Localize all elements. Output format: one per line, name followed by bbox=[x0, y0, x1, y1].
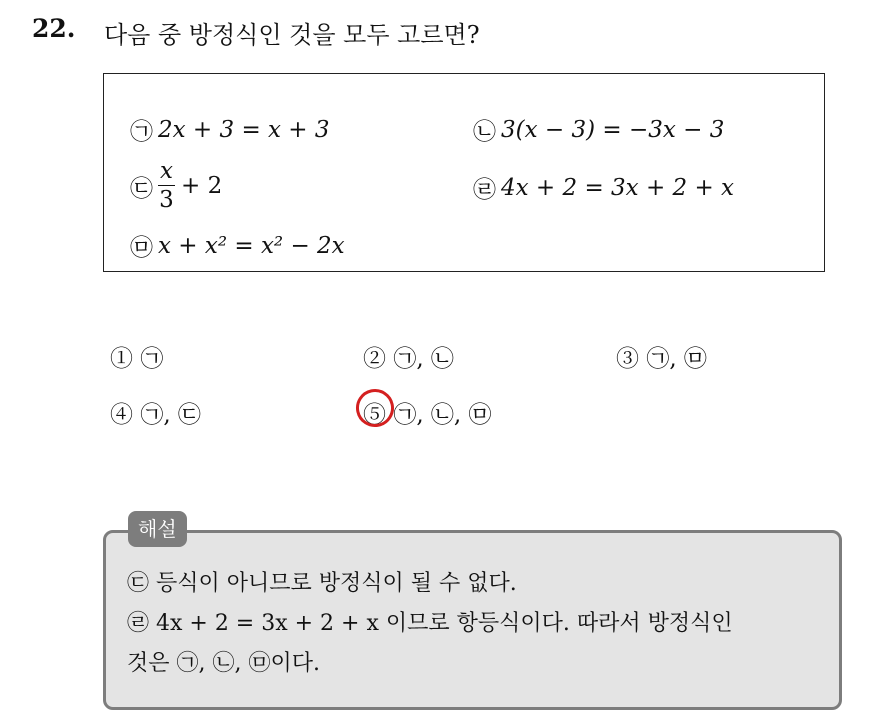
question-text: 다음 중 방정식인 것을 모두 고르면? bbox=[104, 21, 480, 49]
answer-text: ㉠, ㉤ bbox=[646, 346, 707, 372]
answer-text: ㉠ bbox=[140, 346, 164, 372]
answer-number: ② bbox=[363, 346, 386, 372]
choice-item bbox=[473, 171, 734, 204]
choice-item bbox=[130, 229, 345, 262]
answer-option-3[interactable] bbox=[616, 340, 707, 373]
answer-option-1[interactable] bbox=[110, 340, 163, 373]
choice-expression: 2x + 3 = x + 3 bbox=[158, 116, 330, 143]
choice-mark: ㉣ bbox=[473, 177, 496, 203]
choice-item bbox=[130, 160, 222, 212]
fraction-denominator: 3 bbox=[159, 187, 174, 213]
choice-expression: x + x² = x² − 2x bbox=[158, 232, 345, 259]
choice-expression: 3(x − 3) = −3x − 3 bbox=[501, 116, 725, 143]
choice-expression: + 2 bbox=[180, 173, 223, 199]
question-number: 22. bbox=[32, 14, 76, 43]
fraction bbox=[158, 160, 175, 212]
solution-line: ㉢ 등식이 아니므로 방정식이 될 수 없다. bbox=[127, 571, 517, 596]
choice-item bbox=[130, 113, 330, 146]
answer-text: ㉠, ㉢ bbox=[140, 402, 201, 428]
answer-number: ⑤ bbox=[363, 402, 386, 428]
choice-mark: ㉢ bbox=[130, 175, 153, 202]
solution-label: 해설 bbox=[128, 511, 187, 547]
answer-number: ④ bbox=[110, 402, 133, 428]
answer-text: ㉠, ㉡ bbox=[393, 346, 454, 372]
choice-mark: ㉤ bbox=[130, 235, 153, 261]
fraction-numerator: x bbox=[160, 158, 173, 184]
answer-number: ③ bbox=[616, 346, 639, 372]
choice-mark: ㉡ bbox=[473, 119, 496, 145]
answer-number: ① bbox=[110, 346, 133, 372]
answer-option-2[interactable] bbox=[363, 340, 454, 373]
choice-mark: ㉠ bbox=[130, 119, 153, 145]
solution-line: ㉣ 4x + 2 = 3x + 2 + x 이므로 항등식이다. 따라서 방정식인 bbox=[127, 611, 733, 636]
choice-item bbox=[473, 113, 724, 146]
answer-text: ㉠, ㉡, ㉤ bbox=[393, 402, 492, 428]
choice-expression: 4x + 2 = 3x + 2 + x bbox=[501, 174, 735, 201]
solution-line: 것은 ㉠, ㉡, ㉤이다. bbox=[127, 651, 320, 676]
answer-option-4[interactable] bbox=[110, 396, 201, 429]
